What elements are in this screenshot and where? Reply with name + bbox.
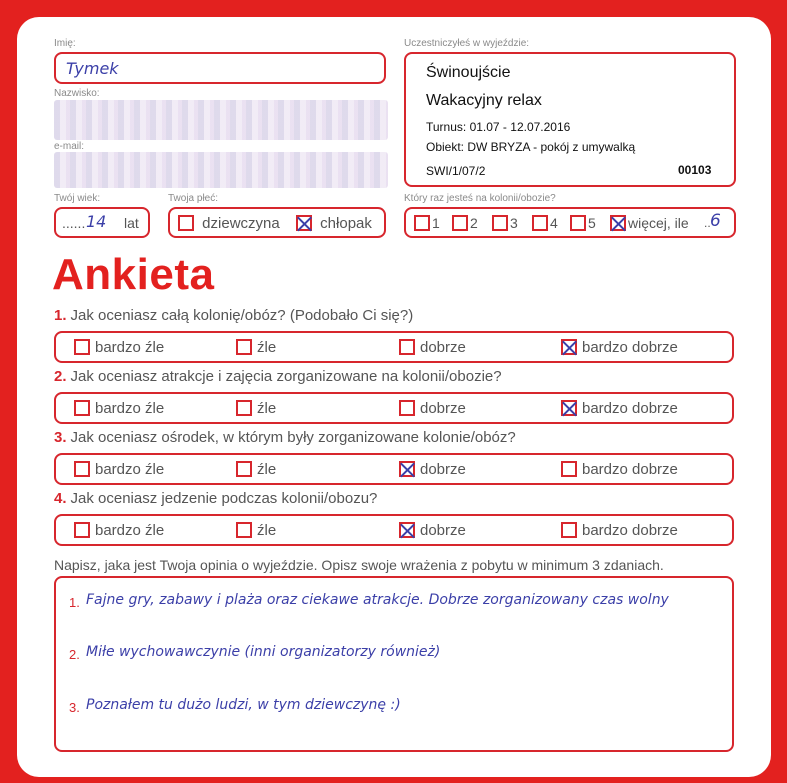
email-label: e-mail:: [54, 141, 85, 152]
opinion-prompt: Napisz, jaka jest Twoja opinia o wyjeździe. Opisz swoje wrażenia z pobytu w minimum 3 zdaniach.: [54, 557, 664, 573]
times-label: Który raz jesteś na kolonii/obozie?: [404, 193, 556, 204]
rating-option[interactable]: [561, 399, 678, 417]
rating-option[interactable]: [399, 521, 466, 539]
rating-option[interactable]: [74, 460, 164, 478]
checkbox[interactable]: [399, 339, 415, 355]
times-option-2[interactable]: 2: [452, 214, 478, 231]
age-label: Twój wiek:: [54, 193, 101, 204]
rating-label: źle: [257, 460, 277, 478]
rating-label: źle: [257, 338, 277, 356]
rating-label: dobrze: [420, 399, 466, 417]
rating-option[interactable]: [236, 460, 276, 478]
surname-label: Nazwisko:: [54, 88, 100, 99]
trip-city: Świnoujście: [426, 64, 511, 81]
rating-label: bardzo źle: [95, 521, 165, 539]
checkbox[interactable]: [561, 522, 577, 538]
trip-turnus: Turnus: 01.07 - 12.07.2016: [426, 120, 571, 134]
checkbox[interactable]: [236, 522, 252, 538]
question-label: Jak oceniasz ośrodek, w którym były zorganizowane kolonie/obóz?: [70, 429, 516, 446]
times-dots: ..: [704, 216, 711, 230]
times-value: 6: [710, 211, 721, 231]
rating-option[interactable]: [74, 521, 164, 539]
checkbox-male-checked[interactable]: [296, 215, 312, 231]
question-number: 1.: [54, 307, 67, 324]
trip-name: Wakacyjny relax: [426, 92, 542, 109]
rating-option[interactable]: [399, 338, 466, 356]
rating-option[interactable]: [561, 521, 678, 539]
checkbox[interactable]: [74, 400, 90, 416]
rating-option[interactable]: [561, 338, 678, 356]
times-option-4[interactable]: 4: [532, 214, 558, 231]
checkbox[interactable]: [561, 461, 577, 477]
opinion-line-number: 2.: [69, 647, 80, 662]
rating-option[interactable]: [74, 338, 164, 356]
trip-code: SWI/1/07/2: [426, 164, 486, 178]
email-redacted: [54, 152, 388, 188]
question-number: 3.: [54, 429, 67, 446]
rating-label: bardzo źle: [95, 338, 165, 356]
question-label: Jak oceniasz atrakcje i zajęcia zorganizowane na kolonii/obozie?: [70, 368, 502, 385]
rating-label: dobrze: [420, 521, 466, 539]
age-field[interactable]: [54, 207, 150, 238]
checkbox[interactable]: [74, 522, 90, 538]
age-unit: lat: [124, 215, 139, 231]
question-1-text: [54, 307, 413, 324]
age-value: 14: [86, 212, 107, 231]
rating-option[interactable]: [561, 460, 678, 478]
trip-label: Uczestniczyłeś w wyjeździe:: [404, 38, 530, 49]
trip-box: [404, 52, 736, 187]
rating-option[interactable]: [399, 399, 466, 417]
trip-number: 00103: [678, 163, 712, 177]
checkbox[interactable]: [236, 339, 252, 355]
question-4-text: [54, 490, 377, 507]
question-3-answers: [54, 453, 734, 485]
name-field[interactable]: [54, 52, 386, 84]
question-number: 4.: [54, 490, 67, 507]
rating-label: bardzo źle: [95, 460, 165, 478]
rating-label: dobrze: [420, 338, 466, 356]
question-1-answers: [54, 331, 734, 363]
checkbox-checked[interactable]: [399, 522, 415, 538]
trip-obiekt: Obiekt: DW BRYZA - pokój z umywalką: [426, 140, 636, 154]
rating-label: źle: [257, 521, 277, 539]
rating-label: źle: [257, 399, 277, 417]
checkbox-checked[interactable]: [561, 339, 577, 355]
opinion-line-text: Miłe wychowawczynie (inni organizatorzy również): [86, 644, 441, 660]
rating-label: bardzo dobrze: [582, 338, 678, 356]
gender-option-male[interactable]: chłopak: [296, 214, 372, 232]
question-2-answers: [54, 392, 734, 424]
opinion-line-text: Poznałem tu dużo ludzi, w tym dziewczynę :): [86, 697, 401, 713]
page-title: Ankieta: [52, 250, 215, 299]
question-label: Jak oceniasz całą kolonię/obóz? (Podobało Ci się?): [70, 307, 414, 324]
checkbox[interactable]: [74, 461, 90, 477]
checkbox[interactable]: [399, 400, 415, 416]
rating-label: bardzo dobrze: [582, 399, 678, 417]
times-option-5[interactable]: 5: [570, 214, 596, 231]
question-2-text: [54, 368, 502, 385]
name-label: Imię:: [54, 38, 76, 49]
rating-label: bardzo dobrze: [582, 521, 678, 539]
rating-option[interactable]: [236, 399, 276, 417]
rating-option[interactable]: [236, 338, 276, 356]
times-option-more[interactable]: więcej, ile: [610, 214, 689, 231]
checkbox[interactable]: [236, 461, 252, 477]
times-option-3[interactable]: 3: [492, 214, 518, 231]
opinion-line-text: Fajne gry, zabawy i plaża oraz ciekawe atrakcje. Dobrze zorganizowany czas wolny: [86, 592, 669, 608]
rating-option[interactable]: [236, 521, 276, 539]
rating-label: bardzo źle: [95, 399, 165, 417]
gender-field: [168, 207, 386, 238]
checkbox-checked[interactable]: [561, 400, 577, 416]
rating-label: bardzo dobrze: [582, 460, 678, 478]
question-3-text: [54, 429, 516, 446]
rating-label: dobrze: [420, 460, 466, 478]
surname-redacted: [54, 100, 388, 140]
rating-option[interactable]: [74, 399, 164, 417]
rating-option[interactable]: [399, 460, 466, 478]
gender-label: Twoja płeć:: [168, 193, 219, 204]
name-value: Tymek: [66, 59, 119, 78]
age-dots: ......: [62, 215, 86, 231]
question-label: Jak oceniasz jedzenie podczas kolonii/obozu?: [70, 490, 378, 507]
question-number: 2.: [54, 368, 67, 385]
question-4-answers: [54, 514, 734, 546]
times-option-1[interactable]: 1: [414, 214, 440, 231]
opinion-line-number: 3.: [69, 700, 80, 715]
opinion-line-number: 1.: [69, 595, 80, 610]
gender-option-female[interactable]: dziewczyna: [178, 214, 280, 232]
checkbox[interactable]: [74, 339, 90, 355]
checkbox-female[interactable]: [178, 215, 194, 231]
checkbox-checked[interactable]: [399, 461, 415, 477]
times-field: [404, 207, 736, 238]
checkbox[interactable]: [236, 400, 252, 416]
